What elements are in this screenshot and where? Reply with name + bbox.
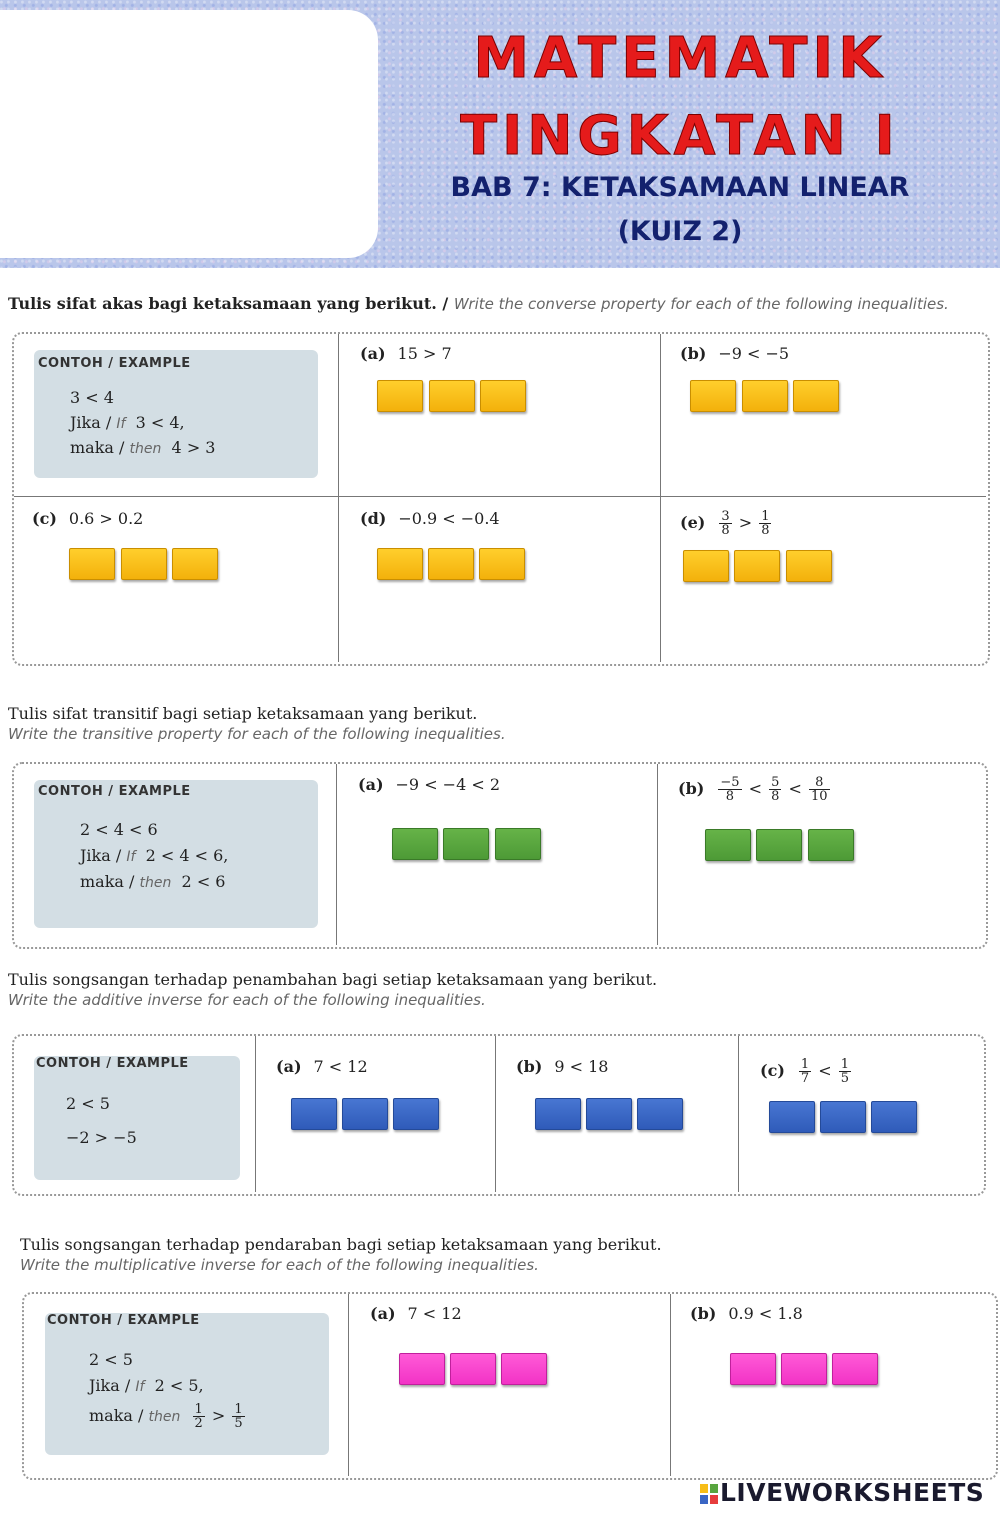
section1-instruction bbox=[8, 294, 949, 313]
answer-blank-3a-2[interactable] bbox=[342, 1098, 388, 1130]
answer-blank-1c-3[interactable] bbox=[172, 548, 218, 580]
question-label: (d) bbox=[360, 509, 387, 528]
denominator: 5 bbox=[234, 1416, 243, 1431]
fraction bbox=[759, 510, 771, 537]
maka-text: maka / bbox=[70, 438, 130, 457]
example-premise: 3 < 4, bbox=[135, 413, 185, 432]
section3-instruction-en: Write the additive inverse for each of the following inequalities. bbox=[8, 991, 486, 1009]
example-result: 4 > 3 bbox=[171, 438, 216, 457]
quiz-label: (KUIZ 2) bbox=[617, 216, 743, 247]
answer-blank-1b-3[interactable] bbox=[793, 380, 839, 412]
answer-blank-3c-1[interactable] bbox=[769, 1101, 815, 1133]
question-2b bbox=[678, 776, 832, 803]
numerator: 3 bbox=[721, 509, 730, 524]
jika-text: Jika / bbox=[70, 413, 117, 432]
then-text: then bbox=[139, 875, 172, 891]
numerator: 5 bbox=[771, 775, 780, 790]
section2-instruction bbox=[8, 704, 506, 743]
title-line2: TINGKATAN I bbox=[460, 104, 900, 167]
question-expr: −9 < −5 bbox=[718, 344, 790, 363]
chapter-subtitle: BAB 7: KETAKSAMAAN LINEAR bbox=[450, 172, 910, 203]
answer-blank-4b-1[interactable] bbox=[730, 1353, 776, 1385]
fraction bbox=[839, 1058, 851, 1085]
denominator: 8 bbox=[725, 789, 735, 804]
answer-blank-2a-3[interactable] bbox=[495, 828, 541, 860]
numerator: 1 bbox=[840, 1057, 850, 1072]
question-expr: 7 < 12 bbox=[407, 1304, 462, 1323]
example-line: 3 < 4 bbox=[70, 388, 114, 407]
question-expr: −9 < −4 < 2 bbox=[395, 775, 501, 794]
divider bbox=[14, 496, 986, 497]
fraction bbox=[799, 1058, 811, 1085]
section2-instruction-ms: Tulis sifat transitif bagi setiap ketaksamaan yang berikut. bbox=[8, 704, 478, 723]
example-line: 2 < 5 bbox=[89, 1350, 133, 1369]
answer-blank-3c-3[interactable] bbox=[871, 1101, 917, 1133]
divider bbox=[255, 1036, 256, 1192]
section4-instruction-ms: Tulis songsangan terhadap pendaraban bagi setiap ketaksamaan yang berikut. bbox=[20, 1235, 662, 1254]
answer-blank-3b-3[interactable] bbox=[637, 1098, 683, 1130]
question-1c bbox=[32, 509, 143, 528]
question-expr: 7 < 12 bbox=[313, 1057, 368, 1076]
example-heading: CONTOH / EXAMPLE bbox=[38, 356, 191, 371]
answer-blank-1c-1[interactable] bbox=[69, 548, 115, 580]
fraction bbox=[719, 510, 731, 537]
question-label: (b) bbox=[516, 1057, 543, 1076]
jika-text: Jika / bbox=[89, 1376, 136, 1395]
answer-blank-3b-2[interactable] bbox=[586, 1098, 632, 1130]
question-1d bbox=[360, 509, 500, 528]
fraction bbox=[809, 776, 830, 803]
jika-text: Jika / bbox=[80, 846, 127, 865]
section3-instruction-ms: Tulis songsangan terhadap penambahan bagi setiap ketaksamaan yang berikut. bbox=[8, 970, 658, 989]
question-label: (b) bbox=[680, 344, 707, 363]
example-line: −2 > −5 bbox=[66, 1128, 137, 1147]
answer-blank-1e-3[interactable] bbox=[786, 550, 832, 582]
answer-blank-3a-1[interactable] bbox=[291, 1098, 337, 1130]
question-3c bbox=[760, 1058, 853, 1085]
section4-instruction-en: Write the multiplicative inverse for each of the following inequalities. bbox=[20, 1256, 539, 1274]
section1-instruction-ms: Tulis sifat akas bagi ketaksamaan yang berikut. / bbox=[8, 294, 454, 313]
example-line bbox=[89, 1403, 247, 1430]
answer-blank-1c-2[interactable] bbox=[121, 548, 167, 580]
divider bbox=[336, 764, 337, 945]
if-text: If bbox=[116, 416, 126, 432]
question-expr: 0.6 > 0.2 bbox=[68, 509, 144, 528]
section3-example bbox=[34, 1056, 240, 1180]
answer-blank-4a-3[interactable] bbox=[501, 1353, 547, 1385]
answer-blank-4b-2[interactable] bbox=[781, 1353, 827, 1385]
answer-blank-3c-2[interactable] bbox=[820, 1101, 866, 1133]
liveworksheets-logo bbox=[700, 1478, 984, 1507]
question-2a bbox=[358, 775, 500, 794]
example-line bbox=[80, 872, 225, 891]
question-expr: 15 > 7 bbox=[397, 344, 452, 363]
example-heading: CONTOH / EXAMPLE bbox=[47, 1313, 200, 1328]
question-label: (b) bbox=[690, 1304, 717, 1323]
question-label: (a) bbox=[360, 344, 386, 363]
question-label: (e) bbox=[680, 513, 706, 532]
numerator: 1 bbox=[194, 1402, 203, 1417]
section1-example bbox=[34, 350, 318, 478]
example-heading: CONTOH / EXAMPLE bbox=[36, 1056, 189, 1071]
numerator: −5 bbox=[720, 775, 740, 790]
example-line bbox=[80, 846, 228, 865]
question-3b bbox=[516, 1057, 608, 1076]
question-1e bbox=[680, 510, 773, 537]
question-label: (a) bbox=[370, 1304, 396, 1323]
denominator: 8 bbox=[721, 523, 730, 538]
fraction bbox=[718, 776, 741, 803]
fraction bbox=[193, 1403, 205, 1430]
example-heading: CONTOH / EXAMPLE bbox=[38, 784, 191, 799]
numerator: 8 bbox=[809, 776, 830, 790]
answer-blank-3a-3[interactable] bbox=[393, 1098, 439, 1130]
example-line: 2 < 5 bbox=[66, 1094, 110, 1113]
section1-instruction-en: Write the converse property for each of the following inequalities. bbox=[453, 295, 949, 313]
operator: < bbox=[748, 779, 762, 798]
answer-blank-2b-3[interactable] bbox=[808, 829, 854, 861]
operator: < bbox=[818, 1061, 832, 1080]
answer-blank-1b-1[interactable] bbox=[690, 380, 736, 412]
denominator: 2 bbox=[194, 1416, 203, 1431]
fraction bbox=[769, 776, 781, 803]
question-3a bbox=[276, 1057, 368, 1076]
question-1b bbox=[680, 344, 789, 363]
question-label: (b) bbox=[678, 779, 705, 798]
answer-blank-2a-2[interactable] bbox=[443, 828, 489, 860]
numerator: 1 bbox=[761, 509, 770, 524]
divider bbox=[348, 1294, 349, 1476]
divider bbox=[738, 1036, 739, 1192]
numerator: 1 bbox=[234, 1402, 243, 1417]
answer-blank-1d-3[interactable] bbox=[479, 548, 525, 580]
answer-blank-3b-1[interactable] bbox=[535, 1098, 581, 1130]
example-premise: 2 < 4 < 6, bbox=[145, 846, 229, 865]
question-expr: −0.9 < −0.4 bbox=[398, 509, 500, 528]
section2-instruction-en: Write the transitive property for each of the following inequalities. bbox=[8, 725, 506, 743]
operator: > bbox=[211, 1406, 226, 1425]
maka-text: maka / bbox=[89, 1406, 149, 1425]
divider bbox=[660, 334, 661, 662]
answer-blank-4b-3[interactable] bbox=[832, 1353, 878, 1385]
title-line1: MATEMATIK bbox=[473, 26, 887, 91]
divider bbox=[338, 334, 339, 662]
section4-example bbox=[45, 1313, 329, 1455]
divider bbox=[657, 764, 658, 945]
if-text: If bbox=[135, 1379, 145, 1395]
denominator: 10 bbox=[810, 789, 828, 804]
answer-blank-1e-2[interactable] bbox=[734, 550, 780, 582]
section4-instruction bbox=[20, 1235, 662, 1274]
then-text: then bbox=[148, 1409, 181, 1425]
example-result: 2 < 6 bbox=[181, 872, 226, 891]
section2-example bbox=[34, 780, 318, 928]
divider bbox=[495, 1036, 496, 1192]
header-banner bbox=[0, 0, 1000, 268]
logo-text: LIVEWORKSHEETS bbox=[720, 1478, 985, 1507]
blank-panel bbox=[0, 10, 378, 258]
question-1a bbox=[360, 344, 452, 363]
question-label: (c) bbox=[32, 509, 57, 528]
fraction bbox=[232, 1403, 244, 1430]
question-label: (a) bbox=[358, 775, 384, 794]
example-line bbox=[70, 413, 185, 432]
example-line bbox=[70, 438, 215, 457]
liveworksheets-icon bbox=[700, 1484, 718, 1504]
example-premise: 2 < 5, bbox=[154, 1376, 204, 1395]
denominator: 7 bbox=[800, 1071, 810, 1086]
operator: > bbox=[738, 513, 753, 532]
example-line: 2 < 4 < 6 bbox=[80, 820, 158, 839]
question-4b bbox=[690, 1304, 803, 1323]
answer-blank-4a-1[interactable] bbox=[399, 1353, 445, 1385]
answer-blank-4a-2[interactable] bbox=[450, 1353, 496, 1385]
question-label: (a) bbox=[276, 1057, 302, 1076]
question-4a bbox=[370, 1304, 462, 1323]
denominator: 5 bbox=[840, 1071, 850, 1086]
answer-blank-2b-1[interactable] bbox=[705, 829, 751, 861]
if-text: If bbox=[126, 849, 136, 865]
maka-text: maka / bbox=[80, 872, 140, 891]
answer-blank-1d-1[interactable] bbox=[377, 548, 423, 580]
answer-blank-2b-2[interactable] bbox=[756, 829, 802, 861]
denominator: 8 bbox=[761, 523, 770, 538]
answer-blank-1a-1[interactable] bbox=[377, 380, 423, 412]
answer-blank-1b-2[interactable] bbox=[742, 380, 788, 412]
divider bbox=[670, 1294, 671, 1476]
denominator: 8 bbox=[771, 789, 780, 804]
answer-blank-1e-1[interactable] bbox=[683, 550, 729, 582]
example-line bbox=[89, 1376, 204, 1395]
question-label: (c) bbox=[760, 1061, 785, 1080]
answer-blank-2a-1[interactable] bbox=[392, 828, 438, 860]
answer-blank-1a-2[interactable] bbox=[429, 380, 475, 412]
then-text: then bbox=[129, 441, 162, 457]
operator: < bbox=[788, 779, 802, 798]
question-expr: 0.9 < 1.8 bbox=[728, 1304, 803, 1323]
question-expr: 9 < 18 bbox=[554, 1057, 609, 1076]
answer-blank-1a-3[interactable] bbox=[480, 380, 526, 412]
answer-blank-1d-2[interactable] bbox=[428, 548, 474, 580]
section3-instruction bbox=[8, 970, 657, 1009]
numerator: 1 bbox=[800, 1057, 810, 1072]
